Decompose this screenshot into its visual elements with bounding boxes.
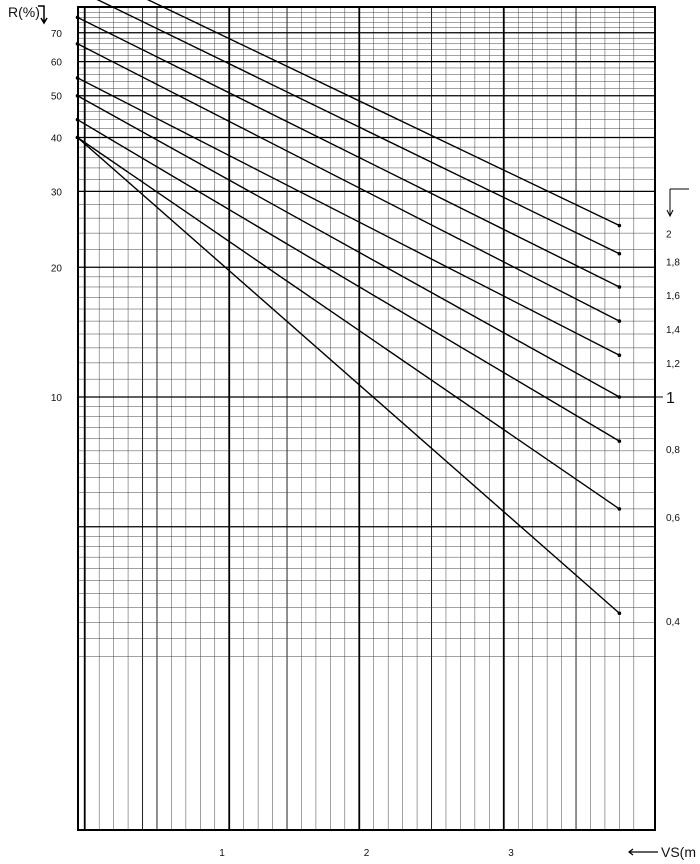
- y-tick-label: 30: [50, 187, 62, 199]
- series-end-point: [618, 439, 622, 443]
- series-line: [78, 138, 620, 614]
- y-tick-label: 10: [50, 393, 62, 404]
- series-start-point: [76, 94, 80, 98]
- y-tick-label: 50: [50, 91, 62, 103]
- y-tick-label: 20: [50, 263, 62, 275]
- y-tick-label: 60: [50, 57, 62, 69]
- y-axis-label: R(%): [8, 4, 40, 20]
- series-end-point: [618, 252, 622, 256]
- series-end-point: [618, 319, 622, 323]
- y-tick-label: 70: [50, 28, 62, 40]
- series-legend-arrow-icon: [667, 189, 689, 216]
- series-start-point: [76, 76, 80, 80]
- series-end-point: [618, 507, 622, 511]
- series-line: [78, 44, 620, 321]
- x-tick-label: 1: [219, 848, 225, 859]
- series-end-point: [618, 611, 622, 615]
- series-layer: [76, 0, 621, 615]
- series-label: 1,6: [666, 290, 680, 302]
- series-label: 0,8: [666, 445, 680, 457]
- series-end-point: [618, 224, 622, 228]
- series-line: [78, 138, 620, 509]
- series-end-point: [618, 285, 622, 289]
- x-tick-label: 3: [508, 848, 514, 859]
- series-label: 1,8: [666, 257, 680, 269]
- x-tick-label: 2: [363, 848, 370, 859]
- series-label: 1,4: [666, 325, 680, 337]
- curve-labels: [655, 229, 680, 628]
- series-start-point: [76, 118, 80, 122]
- series-label: 2: [666, 229, 672, 241]
- series-label: 1: [666, 390, 675, 407]
- series-label: 0,4: [666, 617, 680, 629]
- series-label: 1,2: [666, 359, 680, 371]
- series-start-point: [76, 42, 80, 46]
- x-axis-label: VS(m: [661, 844, 696, 860]
- series-end-point: [618, 395, 622, 399]
- series-label: 0,6: [666, 512, 680, 524]
- series-end-point: [618, 353, 622, 357]
- y-tick-label: 40: [50, 133, 62, 145]
- series-start-point: [76, 136, 80, 140]
- x-axis-arrow-icon: [629, 849, 658, 855]
- series-start-point: [76, 16, 80, 20]
